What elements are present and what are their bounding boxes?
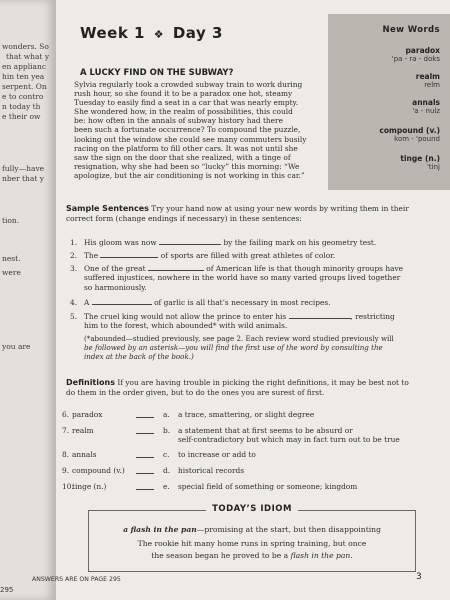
- prev-page-text: wonders. So: [2, 42, 49, 51]
- prev-page-text: serpent. On: [2, 82, 47, 91]
- idiom-example: [89, 551, 415, 560]
- definitions-heading: Definitions: [66, 378, 115, 387]
- sentence-text: of sports are filled with great athletes of color.: [160, 251, 336, 260]
- answers-footer: ANSWERS ARE ON PAGE 295: [32, 576, 121, 583]
- definition-text: a trace, smattering, or slight degree: [178, 410, 315, 419]
- idiom-example-phrase: flash in the pan: [290, 551, 351, 560]
- story-line: apologize, but the air conditioning is not working in this car.”: [74, 170, 305, 180]
- sample-sentence: [70, 236, 405, 247]
- sample-intro-text: Try your hand now at using your new words by writing them in their: [151, 204, 409, 213]
- sentence-number: 2.: [70, 251, 78, 260]
- page-number: 3: [416, 572, 422, 582]
- sample-sentence: [70, 262, 405, 292]
- note-text: index at the back of the book.): [84, 352, 194, 362]
- sentence-number: 5.: [70, 312, 78, 321]
- sentence-text: His gloom was now: [84, 238, 157, 247]
- idiom-phrase: a flash in the pan: [123, 525, 197, 534]
- pronunciation: 'a - nulz: [412, 107, 440, 115]
- todays-idiom-box: [88, 504, 416, 572]
- prev-page-number: 295: [0, 586, 14, 594]
- prev-page-text: that what y: [6, 52, 50, 61]
- definition-number: 6.: [62, 410, 70, 419]
- story-line: saw the sign on the door that she realized, with a tinge of: [74, 152, 291, 162]
- story-line: resignation, why she had been so “lucky” this morning: “We: [74, 161, 300, 171]
- answer-blank[interactable]: [100, 249, 158, 258]
- sample-sentences-heading: Sample Sentences: [66, 204, 149, 213]
- new-word: paradox: [405, 46, 440, 55]
- page-title: [80, 24, 223, 42]
- definition-word: paradox: [72, 410, 103, 419]
- prev-page-text: hin ten yea: [2, 72, 45, 81]
- prev-page-text: n today th: [2, 102, 41, 111]
- new-word-entry: [379, 126, 440, 144]
- answer-blank[interactable]: [148, 262, 204, 271]
- answer-blank[interactable]: [92, 296, 152, 305]
- answer-blank[interactable]: [289, 310, 351, 319]
- prev-page-text: fully—have: [2, 164, 45, 173]
- prev-page-text: nest.: [2, 254, 21, 263]
- week-label: Week 1: [80, 24, 145, 42]
- sentence-text: One of the great: [84, 264, 146, 273]
- prev-page-text: you are: [2, 342, 31, 351]
- idiom-title-wrap: [89, 504, 415, 514]
- story-line: rush hour, so she found it to be a paradox one hot, steamy: [74, 89, 293, 99]
- story-line: be: how often in the annals of subway history had there: [74, 116, 283, 126]
- definition-number: 8.: [62, 450, 70, 459]
- definition-text-line: a statement that at first seems to be absurd or: [178, 426, 353, 435]
- day-label: Day 3: [172, 24, 223, 42]
- sentence-number: 1.: [70, 238, 78, 247]
- main-content: [32, 0, 450, 600]
- answer-blank[interactable]: [159, 236, 221, 245]
- story-line: been such a fortunate occurrence? To compound the puzzle,: [74, 125, 301, 135]
- definition-letter: e.: [163, 482, 170, 491]
- definition-word: annals: [72, 450, 97, 459]
- sample-intro-text: correct form (change endings if necessary) in these sentences:: [66, 213, 302, 223]
- new-word: compound (v.): [379, 126, 440, 135]
- definition-text: to increase or add to: [178, 450, 256, 459]
- new-words-title: New Words: [382, 25, 440, 35]
- definition-letter: c.: [163, 450, 170, 459]
- prev-page-text: e to contro: [2, 92, 44, 101]
- definition-text-line: self-contradictory but which may in fact turn out to be true: [178, 435, 400, 445]
- pronunciation: relm: [424, 81, 440, 89]
- sentence-text: suffered injustices, nowhere in the world have so many varied groups lived together: [84, 273, 401, 283]
- answer-blank[interactable]: [136, 489, 154, 490]
- new-word-entry: [400, 154, 440, 172]
- sentence-text: of garlic is all that’s necessary in most recipes.: [154, 298, 331, 307]
- sentence-text: A: [84, 298, 90, 307]
- definition-text: [178, 426, 418, 445]
- new-word-entry: [416, 72, 440, 90]
- idiom-definition: [89, 525, 415, 534]
- sentence-text: The: [84, 251, 99, 260]
- pronunciation: 'pa - ra - doks: [391, 55, 440, 63]
- idiom-example-text: .: [350, 551, 353, 560]
- story-line: Sylvia regularly took a crowded subway train to work during: [74, 80, 303, 89]
- idiom-example: The rookie hit many home runs in spring training, but once: [137, 539, 367, 548]
- idiom-title: TODAY’S IDIOM: [206, 504, 298, 514]
- idiom-example-text: the season began he proved to be a: [151, 551, 289, 560]
- sentence-text: The cruel king would not allow the prince to enter his: [84, 312, 287, 321]
- sentence-text: by the failing mark on his geometry test.: [223, 238, 377, 247]
- definitions-intro-text: If you are having trouble in picking the right definitions, it may be best not to: [117, 378, 409, 387]
- sentence-text: of American life is that though minority groups have: [206, 264, 404, 273]
- note-text: be followed by an asterisk—you will find the first use of the word by consulting the: [84, 343, 383, 353]
- pronunciation: 'tinj: [427, 163, 440, 171]
- new-word: realm: [415, 72, 440, 81]
- note-text: (*abounded—studied previously, see page 2. Each review word studied previously will: [84, 334, 394, 343]
- new-word-entry: [412, 98, 440, 116]
- diamond-icon: ❖: [153, 28, 165, 41]
- definitions-intro: [66, 378, 411, 397]
- answer-blank[interactable]: [136, 457, 154, 458]
- sentence-text: , restricting: [350, 312, 395, 321]
- story-line: looking out the window she could see many commuters busily: [74, 134, 307, 144]
- story-text: [74, 80, 320, 180]
- sentence-text: so harmoniously.: [84, 282, 147, 292]
- new-word: annals: [412, 98, 440, 107]
- sentence-number: 3.: [70, 264, 78, 273]
- previous-page-edge: [0, 0, 56, 600]
- sample-sentence: [70, 296, 405, 307]
- definition-text: special field of something or someone; kingdom: [178, 482, 358, 491]
- definition-word: realm: [72, 426, 94, 435]
- story-line: racing on the platform to fill other cars. It was not until she: [74, 143, 298, 153]
- definition-letter: d.: [163, 466, 171, 475]
- sentence-text: him to the forest, which abounded* with wild animals.: [84, 321, 288, 331]
- sample-sentences-intro: [66, 204, 411, 223]
- new-word: tinge (n.): [400, 154, 440, 163]
- prev-page-text: e their ow: [2, 112, 41, 121]
- definition-word: tinge (n.): [72, 482, 107, 491]
- new-word-entry: [392, 46, 440, 64]
- definition-word: compound (v.): [72, 466, 125, 475]
- new-words-panel: [328, 14, 450, 190]
- prev-page-text: nber that y: [2, 174, 44, 183]
- prev-page-text: en applianc: [2, 62, 47, 71]
- definitions-intro-text: do them in the order given, but to do the ones you are surest of first.: [66, 387, 325, 397]
- definition-number: 9.: [62, 466, 70, 475]
- sentence-number: 4.: [70, 298, 78, 307]
- sample-sentence: [70, 249, 405, 260]
- answer-blank[interactable]: [136, 417, 154, 418]
- story-title: A LUCKY FIND ON THE SUBWAY?: [80, 68, 234, 78]
- prev-page-text: were: [2, 268, 21, 277]
- definition-number: 10.: [62, 482, 74, 491]
- definition-text: historical records: [178, 466, 245, 475]
- answer-blank[interactable]: [136, 473, 154, 474]
- prev-page-text: tion.: [2, 216, 20, 225]
- pronunciation: kom - 'pound: [394, 135, 440, 143]
- review-note: [84, 334, 414, 362]
- definition-letter: b.: [163, 426, 171, 435]
- idiom-meaning: —promising at the start, but then disappointing: [196, 525, 381, 534]
- definition-number: 7.: [62, 426, 70, 435]
- sample-sentence: [70, 310, 405, 331]
- story-line: She wondered how, in the realm of possibilities, this could: [74, 107, 293, 117]
- answer-blank[interactable]: [136, 433, 154, 434]
- definition-letter: a.: [163, 410, 170, 419]
- story-line: Tuesday to easily find a seat in a car that was nearly empty.: [74, 98, 299, 108]
